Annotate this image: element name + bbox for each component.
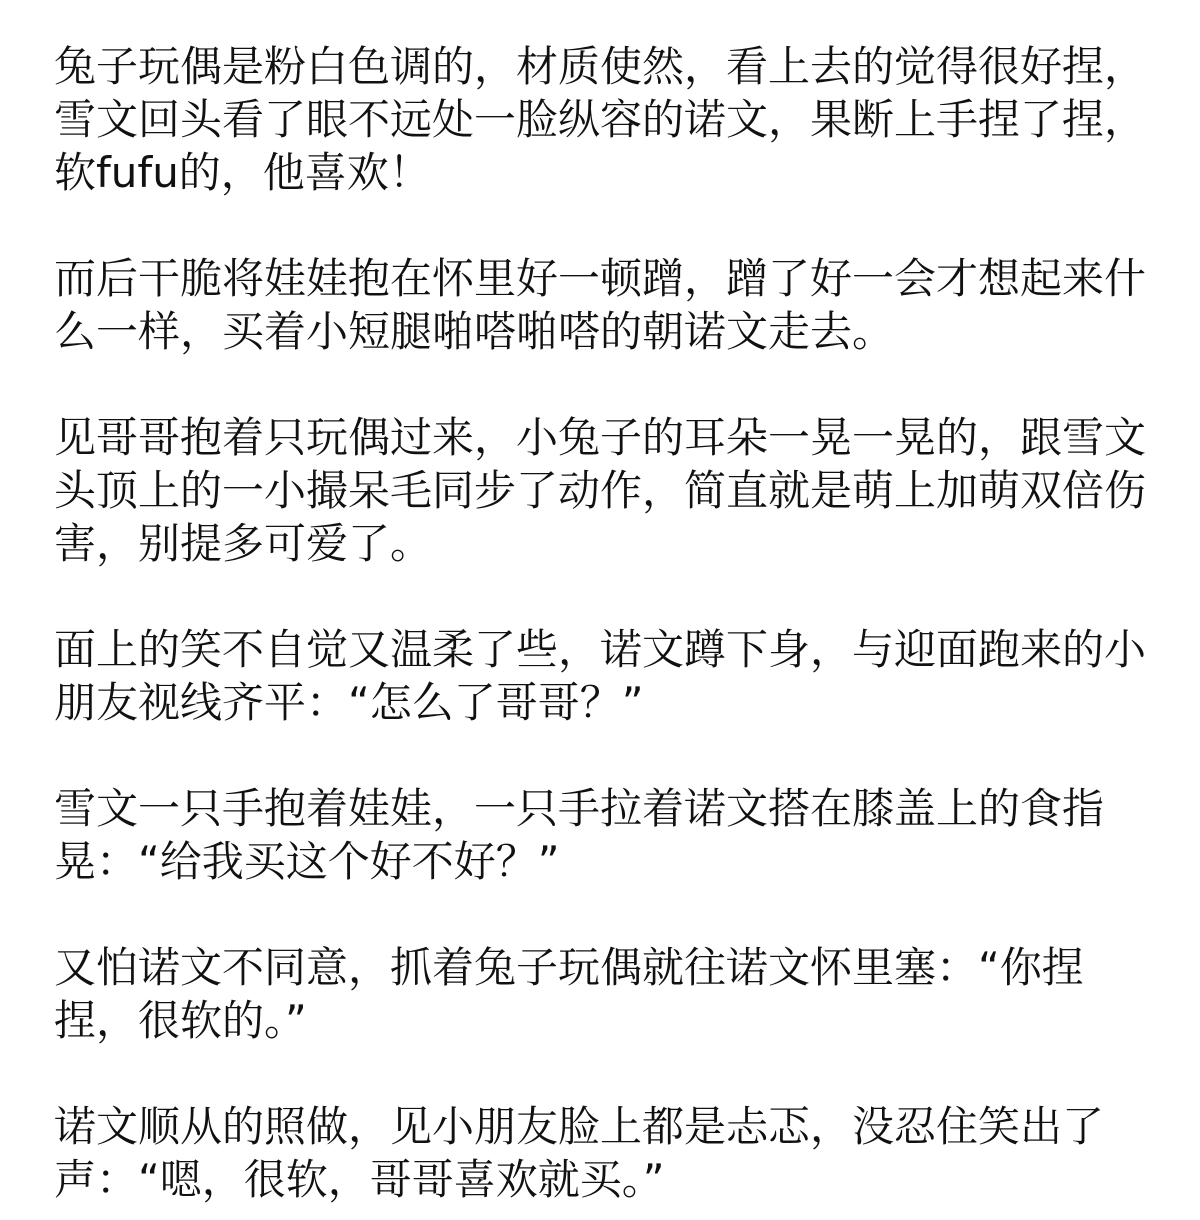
paragraph-7: 诺文顺从的照做，见小朋友脸上都是忐忑，没忍住笑出了声：“嗯，很软，哥哥喜欢就买。” bbox=[54, 1102, 1105, 1204]
document-body bbox=[54, 40, 1164, 1206]
paragraph-4: 面上的笑不自觉又温柔了些，诺文蹲下身，与迎面跑来的小朋友视线齐平：“怎么了哥哥？” bbox=[54, 625, 1147, 727]
paragraph-2: 而后干脆将娃娃抱在怀里好一顿蹭，蹭了好一会才想起来什么一样，买着小短腿啪嗒啪嗒的朝诺文走去。 bbox=[54, 254, 1147, 356]
paragraph-5: 雪文一只手抱着娃娃，一只手拉着诺文搭在膝盖上的食指晃：“给我买这个好不好？” bbox=[54, 784, 1105, 886]
paragraph-6: 又怕诺文不同意，抓着兔子玩偶就往诺文怀里塞：“你捏捏，很软的。” bbox=[54, 943, 1084, 1045]
paragraph-1: 兔子玩偶是粉白色调的，材质使然，看上去的觉得很好捏，雪文回头看了眼不远处一脸纵容的诺文，果断上手捏了捏，软fufu的，他喜欢！ bbox=[54, 42, 1147, 197]
paragraph-3: 见哥哥抱着只玩偶过来，小兔子的耳朵一晃一晃的，跟雪文头顶上的一小撮呆毛同步了动作，简直就是萌上加萌双倍伤害，别提多可爱了。 bbox=[54, 413, 1147, 568]
